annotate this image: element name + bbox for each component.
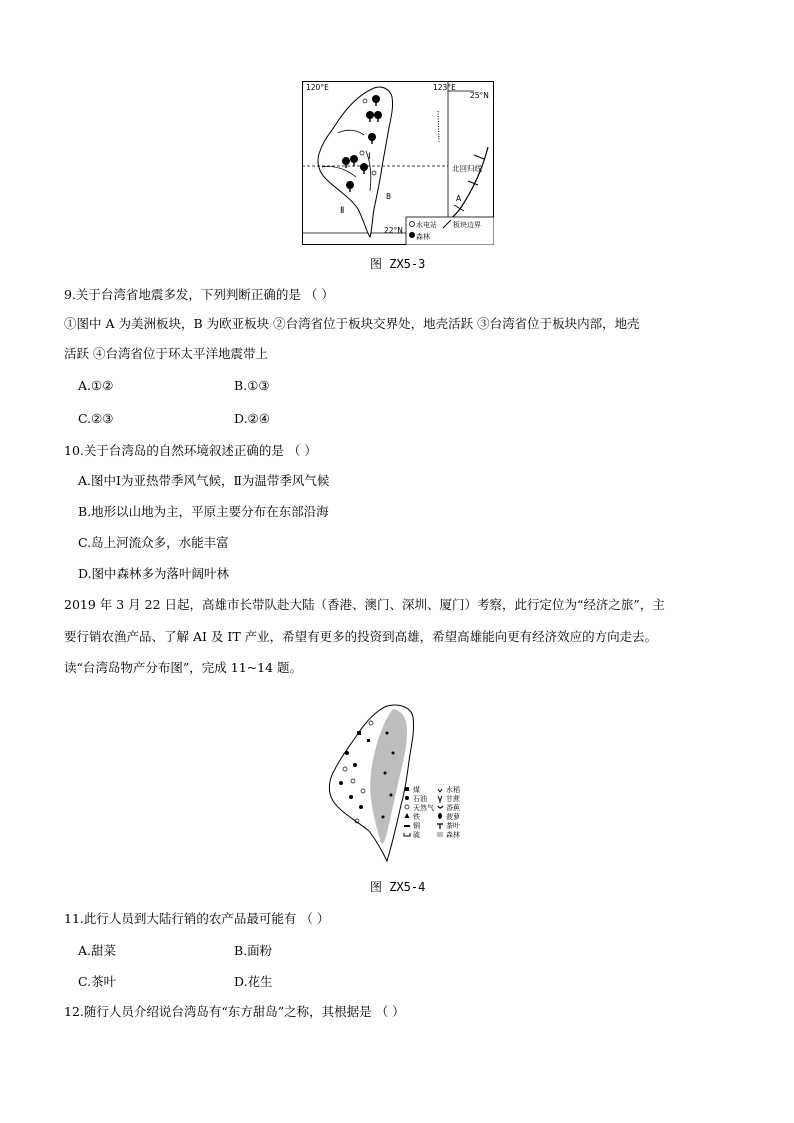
q9-statements-line1: ①图中 A 为美洲板块，B 为欧亚板块 ②台湾省位于板块交界处，地壳活跃 ③台湾省位于板块内部，地壳 xyxy=(64,316,640,331)
sulfur-icon xyxy=(404,833,410,836)
legend-sugarcane: 甘蔗 xyxy=(446,795,460,803)
passage-line1: 2019 年 3 月 22 日起，高雄市长带队赴大陆（香港、澳门、深圳、厦门）考察，此行定位为“经济之旅”，主 xyxy=(64,597,665,612)
q10-option-b[interactable]: B.地形以山地为主，平原主要分布在东部沿海 xyxy=(78,504,329,519)
legend-forest-label: 森林 xyxy=(416,233,430,241)
legend-forest-icon xyxy=(409,232,415,238)
taiwan-products-map xyxy=(327,703,472,865)
iron-icon xyxy=(405,813,410,818)
lat-22-label: 22°N xyxy=(384,226,403,235)
q11-option-d[interactable]: D.花生 xyxy=(234,974,273,989)
passage-line2: 要行销农渔产品、了解 AI 及 IT 产业，希望有更多的投资到高雄，希望高雄能向更有经济效应的方向走去。 xyxy=(64,629,658,644)
legend-sulfur: 硫 xyxy=(413,831,420,839)
legend-tea: 茶叶 xyxy=(446,822,460,830)
plate-A-label: A xyxy=(456,194,462,203)
legend-copper: 铜 xyxy=(413,822,420,830)
q9-option-d[interactable]: D.②④ xyxy=(234,411,270,426)
q12-stem: 12.随行人员介绍说台湾岛有“东方甜岛”之称，其根据是 （ ） xyxy=(64,1004,405,1019)
q10-option-a[interactable]: A.图中Ⅰ为亚热带季风气候，Ⅱ为温带季风气候 xyxy=(78,473,330,488)
sugarcane-icon xyxy=(438,796,442,803)
zone-I-label: Ⅰ xyxy=(368,152,371,162)
q11-stem: 11.此行人员到大陆行销的农产品最可能有 （ ） xyxy=(64,911,330,926)
rice-icon xyxy=(438,789,442,792)
zone-II-label: Ⅱ xyxy=(340,206,345,216)
legend-oil: 石油 xyxy=(413,795,427,803)
legend-banana: 香蕉 xyxy=(446,804,460,812)
lon-120-label: 120°E xyxy=(306,83,329,92)
q11-option-c[interactable]: C.茶叶 xyxy=(78,974,117,989)
q9-option-c[interactable]: C.②③ xyxy=(78,411,114,426)
q9-statements-line2: 活跃 ④台湾省位于环太平洋地震带上 xyxy=(64,346,268,361)
q9-option-b[interactable]: B.①③ xyxy=(234,378,270,393)
legend-hydro-label: 水电站 xyxy=(416,221,437,229)
figure2-legend xyxy=(404,785,461,839)
q9-option-a[interactable]: A.①② xyxy=(78,378,114,393)
passage-line3: 读“台湾岛物产分布图”，完成 11~14 题。 xyxy=(64,660,303,675)
banana-icon xyxy=(438,806,443,808)
q10-option-c[interactable]: C.岛上河流众多，水能丰富 xyxy=(78,535,229,550)
q11-option-b[interactable]: B.面粉 xyxy=(234,943,273,958)
lat-25-label: 25°N xyxy=(470,91,489,100)
plate-B-label: B xyxy=(386,192,392,201)
pineapple-icon xyxy=(438,813,442,819)
legend-rice: 水稻 xyxy=(446,786,460,794)
tropic-label: 北回归线 xyxy=(452,164,482,173)
coal-icon xyxy=(405,787,409,791)
gas-icon xyxy=(405,805,409,809)
oil-icon xyxy=(405,796,409,800)
legend-forest-2: 森林 xyxy=(446,831,460,839)
figure1-caption: 图 ZX5-3 xyxy=(370,257,426,271)
tea-icon xyxy=(437,824,443,829)
legend-coal: 煤 xyxy=(413,786,420,794)
q10-option-d[interactable]: D.图中森林多为落叶阔叶林 xyxy=(78,566,230,581)
copper-icon xyxy=(404,825,410,827)
legend-iron: 铁 xyxy=(413,813,420,821)
q10-stem: 10.关于台湾岛的自然环境叙述正确的是 （ ） xyxy=(64,443,317,458)
lon-123-label: 123°E xyxy=(433,83,456,92)
legend-gas: 天然气 xyxy=(413,804,434,812)
figure2-caption: 图 ZX5-4 xyxy=(370,880,426,894)
legend-boundary-label: 板块边界 xyxy=(453,221,481,229)
q11-option-a[interactable]: A.甜菜 xyxy=(78,943,117,958)
taiwan-plate-map xyxy=(302,81,494,245)
q9-stem: 9.关于台湾省地震多发，下列判断正确的是 （ ） xyxy=(64,287,334,302)
forest-legend-icon xyxy=(437,832,443,837)
legend-pineapple: 菠萝 xyxy=(446,813,460,821)
